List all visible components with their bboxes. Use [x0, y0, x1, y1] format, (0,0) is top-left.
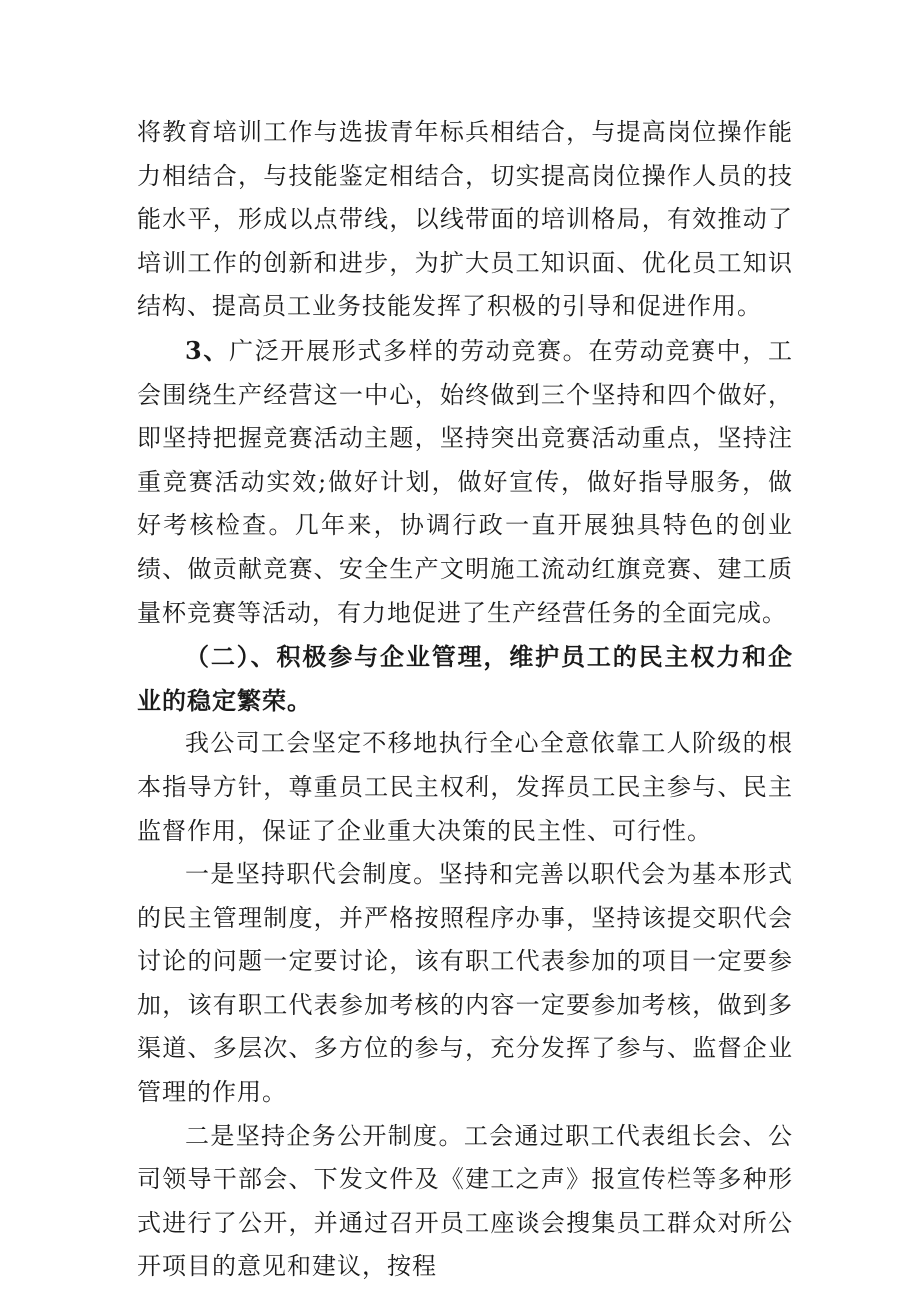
- document-page: [137, 111, 793, 1289]
- paragraph-union-guideline: 我公司工会坚定不移地执行全心全意依靠工人阶级的根本指导方针，尊重员工民主权利，发挥员工民主参与、民主监督作用，保证了企业重大决策的民主性、可行性。: [137, 729, 793, 845]
- paragraph-congress-system: 一是坚持职代会制度。坚持和完善以职代会为基本形式的民主管理制度，并严格按照程序办事，坚持该提交职代会讨论的问题一定要讨论，该有职工代表参加的项目一定要参加，该有职工代表参加考核的内容一定要参加考核，做到多渠道、多层次、多方位的参与，充分发挥了参与、监督企业管理的作用。: [137, 860, 793, 1107]
- paragraph-text: 广泛开展形式多样的劳动竞赛。在劳动竞赛中，工会围绕生产经营这一中心，始终做到三个坚持和四个做好，即坚持把握竞赛活动主题，坚持突出竞赛活动重点，坚持注重竞赛活动实效;做好计划，做好宣传，做好指导服务，做好考核检查。几年来，协调行政一直开展独具特色的创业绩、做贡献竞赛、安全生产文明施工流动红旗竞赛、建工质量杯竞赛等活动，有力地促进了生产经营任务的全面完成。: [137, 336, 793, 627]
- paragraph-labor-competition: [137, 329, 793, 635]
- paragraph-training: 将教育培训工作与选拔青年标兵相结合，与提高岗位操作能力相结合，与技能鉴定相结合，切实提高岗位操作人员的技能水平，形成以点带线，以线带面的培训格局，有效推动了培训工作的创新和进步，为扩大员工知识面、优化员工知识结构、提高员工业务技能发挥了积极的引导和促进作用。: [137, 118, 793, 321]
- list-number: 3、: [185, 335, 230, 365]
- section-heading: （二）、积极参与企业管理，维护员工的民主权力和企业的稳定繁荣。: [137, 642, 793, 715]
- paragraph-affairs-disclosure: 二是坚持企务公开制度。工会通过职工代表组长会、公司领导干部会、下发文件及《建工之声》报宣传栏等多种形式进行了公开，并通过召开员工座谈会搜集员工群众对所公开项目的意见和建议，按程: [137, 1121, 793, 1281]
